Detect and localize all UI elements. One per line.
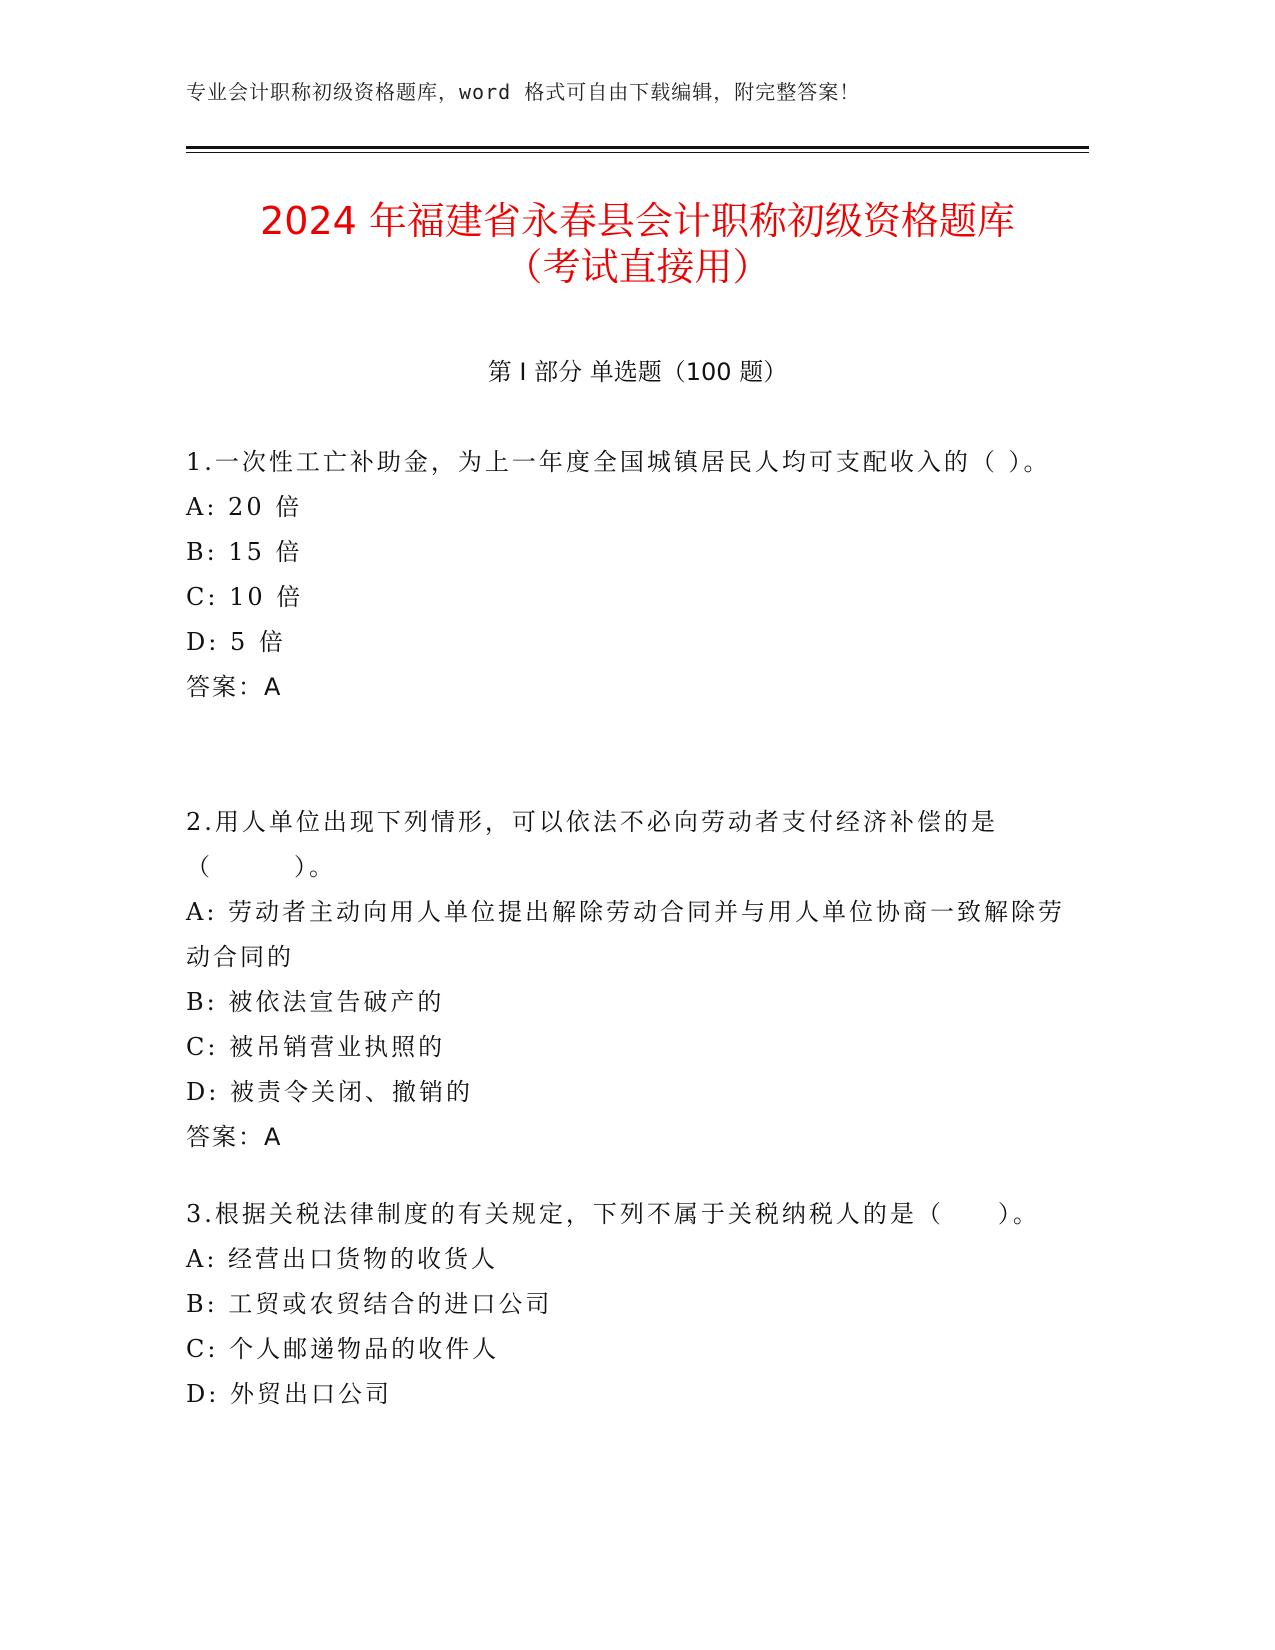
option-a: A: 20 倍: [186, 493, 303, 521]
answer: 答案：A: [186, 673, 283, 701]
option-c: C: 被吊销营业执照的: [186, 1033, 446, 1061]
option-c: C: 个人邮递物品的收件人: [186, 1335, 500, 1363]
header-note: 专业会计职称初级资格题库，word 格式可自由下载编辑，附完整答案！: [186, 80, 861, 104]
option-b: B: 15 倍: [186, 538, 303, 566]
document-title: [120, 198, 1155, 290]
option-c: C: 10 倍: [186, 583, 304, 611]
section-title: 第 I 部分 单选题（100 题）: [487, 358, 788, 386]
option-d: D: 被责令关闭、撤销的: [186, 1078, 473, 1106]
question-1: [186, 440, 1066, 710]
header-rule-thin: [186, 152, 1089, 153]
option-d: D: 5 倍: [186, 628, 286, 656]
title-line-1: 2024 年福建省永春县会计职称初级资格题库: [260, 199, 1015, 243]
question-stem: 3.根据关税法律制度的有关规定，下列不属于关税纳税人的是（ ）。: [186, 1200, 1040, 1228]
question-3: [186, 1192, 1066, 1417]
title-line-2: （考试直接用）: [504, 245, 771, 289]
option-a: A: 经营出口货物的收货人: [186, 1245, 499, 1273]
header-rule-thick: [186, 146, 1089, 149]
question-stem: 2.用人单位出现下列情形，可以依法不必向劳动者支付经济补偿的是（ ）。: [186, 808, 998, 881]
option-b: B: 被依法宣告破产的: [186, 988, 445, 1016]
answer: 答案：A: [186, 1123, 283, 1151]
option-a: A: 劳动者主动向用人单位提出解除劳动合同并与用人单位协商一致解除劳动合同的: [186, 898, 1066, 971]
question-stem: 1.一次性工亡补助金，为上一年度全国城镇居民人均可支配收入的（ ）。: [186, 448, 1051, 476]
question-2: [186, 800, 1066, 1160]
option-b: B: 工贸或农贸结合的进口公司: [186, 1290, 553, 1318]
option-d: D: 外贸出口公司: [186, 1380, 392, 1408]
